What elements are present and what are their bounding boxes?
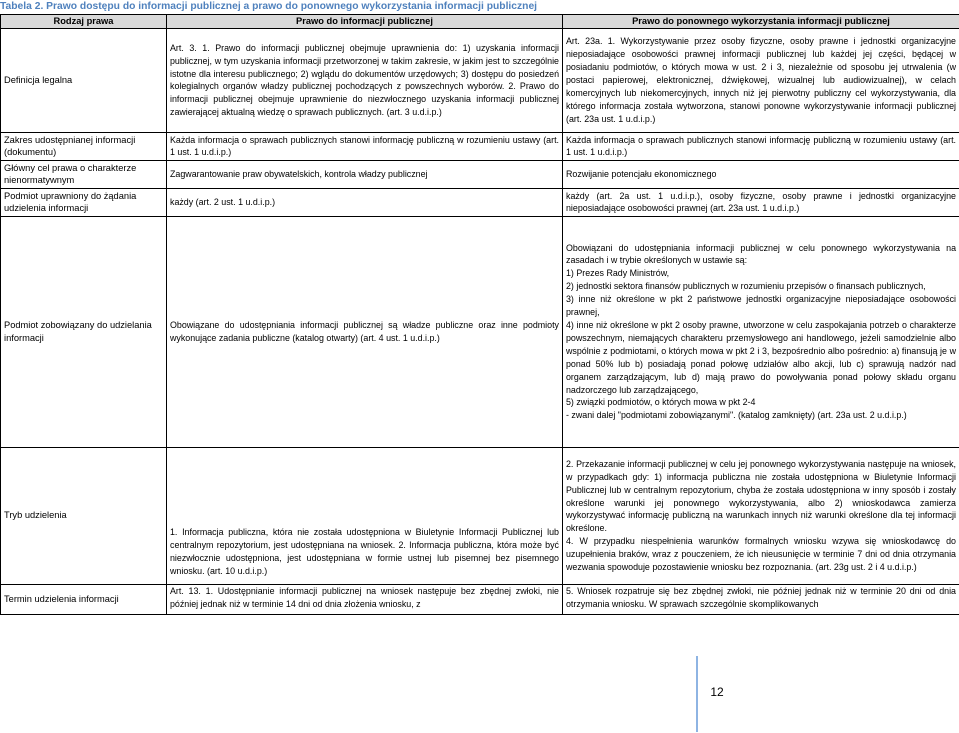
termin-col1: [167, 584, 563, 614]
row-label: Tryb udzielenia: [1, 447, 167, 584]
row-label: Podmiot uprawniony do żądania udzielenia informacji: [1, 188, 167, 216]
row-label: Główny cel prawa o charakterze nienormatywnym: [1, 160, 167, 188]
cel-col2: Rozwijanie potencjału ekonomicznego: [563, 160, 959, 188]
list-item: 4) inne niż określone w pkt 2 osoby prawne, utworzone w celu zaspokajania potrzeb o charakterze powszechnym, niemających charakteru przemysłowego ani handlowego, jeżeli samodzielnie albo wspólnie z podmiotami, o których mowa w pkt 2 i 3, bezpośrednio albo pośrednio: a) finansują je w ponad 50% lub b) posiadają ponad połowę udziałów albo akcji, lub c) sprawują nadzór nad organem zarządzającym, lub d) mają prawo do powoływania ponad połowy składu organu nadzorczego lub zarządzającego,: [566, 320, 956, 395]
zakres-col2: Każda informacja o sprawach publicznych stanowi informację publiczną w rozumieniu ustawy (art. 1 ust. 1 u.d.i.p.): [563, 132, 959, 160]
header-prawo-dostepu: Prawo do informacji publicznej: [167, 15, 563, 29]
list-item: 4. W przypadku niespełnienia warunków formalnych wniosku wzywa się wnioskodawcę do uzupełnienia braków, wraz z pouczeniem, że ich nieusunięcie w terminie 7 dni od dnia otrzymania wezwania spowoduje pozostawienie wniosku bez rozpoznania. (art. 23g ust. 2 i 4 u.d.i.p.): [566, 536, 956, 573]
list-item: 1) Prezes Rady Ministrów,: [566, 268, 670, 279]
list-item: 2. Przekazanie informacji publicznej w celu jej ponownego wykorzystywania następuje na wniosek, w przypadkach gdy: 1) informacja publiczna nie została udostępniona w Biuletynie Informacji Publicznej lub w centralnym repozytorium, chyba że została udostępniona w inny sposób i zostały określone warunki jej ponownego wykorzystywania, albo 2) wnioskodawca zamierza wykorzystywać informację publiczną na warunkach innych niż warunki określone dla tej informacji określone.: [566, 458, 956, 534]
row-podmiot-uprawniony: [1, 188, 959, 216]
row-cel: [1, 160, 959, 188]
podmiot-zobowiazany-col1: Obowiązane do udostępniania informacji publicznej są władze publiczne oraz inne podmioty wykonujące zadania publiczne (katalog otwarty) (art. 4 ust. 1 u.d.i.p.): [167, 216, 563, 447]
header-rodzaj: Rodzaj prawa: [1, 15, 167, 29]
header-row: [1, 15, 959, 29]
list-item: 5) związki podmiotów, o których mowa w pkt 2-4: [566, 397, 756, 408]
row-definicja: [1, 28, 959, 132]
podmiot-uprawniony-col1: każdy (art. 2 ust. 1 u.d.i.p.): [167, 188, 563, 216]
list-item: 3) inne niż określone w pkt 2 państwowe jednostki organizacyjne nieposiadające osobowości prawnej,: [566, 294, 956, 318]
row-podmiot-zobowiazany: [1, 216, 959, 447]
podmiot-zobowiazany-col2: [563, 216, 959, 447]
page-number: 12: [710, 685, 724, 699]
tryb-col2: [563, 447, 959, 584]
termin-col2: [563, 584, 959, 614]
list-item: 2) jednostki sektora finansów publicznych w rozumieniu przepisów o finansach publicznych,: [566, 281, 926, 292]
list-item: - zwani dalej "podmiotami zobowiązanymi". (katalog zamknięty) (art. 23a ust. 2 u.d.i.p.): [566, 410, 907, 421]
zakres-col1: Każda informacja o sprawach publicznych stanowi informację publiczną w rozumieniu ustawy (art. 1 ust. 1 u.d.i.p.): [167, 132, 563, 160]
row-label: Zakres udostępnianej informacji (dokumentu): [1, 132, 167, 160]
row-label: Podmiot zobowiązany do udzielania informacji: [1, 216, 167, 447]
cel-col1: Zagwarantowanie praw obywatelskich, kontrola władzy publicznej: [167, 160, 563, 188]
zobowiazani-intro: Obowiązani do udostępniania informacji publicznej w celu ponownego wykorzystywania na zasadach i w trybie określonych w ustawie są:: [566, 242, 956, 266]
row-termin: [1, 584, 959, 614]
table-caption: Tabela 2. Prawo dostępu do informacji publicznej a prawo do ponownego wykorzystania informacji publicznej: [0, 1, 538, 12]
definicja-col2: Art. 23a. 1. Wykorzystywanie przez osoby fizyczne, osoby prawne i jednostki organizacyjne nieposiadające osobowości prawnej informacji publicznej lub każdej jej części, będącej w posiadaniu podmiotów, o których mowa w ust. 2 i 3, niezależnie od sposobu jej utrwalenia (w postaci papierowej, elektronicznej, dźwiękowej, wizualnej lub audiowizualnej), w celach komercyjnych lub niekomercyjnych, innych niż jej pierwotny publiczny cel wykorzystywania, dla którego informacja została wytworzona, stanowi ponowne wykorzystywanie informacji publicznej (art. 23a ust. 1 u.d.i.p.): [563, 28, 959, 132]
row-label: Definicja legalna: [1, 28, 167, 132]
row-zakres: [1, 132, 959, 160]
termin-col2-text: 5. Wniosek rozpatruje się bez zbędnej zwłoki, nie później jednak niż w terminie 20 dni od dnia otrzymania wniosku. W sprawach szczególnie skomplikowanych: [566, 586, 956, 610]
row-tryb: [1, 447, 959, 584]
podmiot-uprawniony-col2: każdy (art. 2a ust. 1 u.d.i.p.), osoby fizyczne, osoby prawne i jednostki organizacyjne nieposiadające osobowości prawnej (art. 23a ust. 1 u.d.i.p.): [563, 188, 959, 216]
header-ponowne-wykorzystanie: Prawo do ponownego wykorzystania informacji publicznej: [563, 15, 959, 29]
tryb-col1: 1. Informacja publiczna, która nie została udostępniona w Biuletynie Informacji Publicznej lub centralnym repozytorium, jest udostępniana na wniosek. 2. Informacja publiczna, która może być niezwłocznie udostępniona, jest udostępniana w formie ustnej lub pisemnej bez pisemnego wniosku. (art. 10 u.d.i.p.): [167, 447, 563, 584]
comparison-table: [0, 14, 959, 615]
row-label: Termin udzielenia informacji: [1, 584, 167, 614]
definicja-col1: Art. 3. 1. Prawo do informacji publicznej obejmuje uprawnienia do: 1) uzyskania informacji publicznej, w tym uzyskania informacji przetworzonej w takim zakresie, w jakim jest to szczególnie istotne dla interesu publicznego; 2) wglądu do dokumentów urzędowych; 3) dostępu do posiedzeń kolegialnych organów władzy publicznej pochodzących z powszechnych wyborów. 2. Prawo do informacji publicznej obejmuje uprawnienie do niezwłocznego uzyskania informacji publicznej zawierającej aktualną wiedzę o sprawach publicznych. (art. 3 u.d.i.p.): [167, 28, 563, 132]
termin-col1-text: Art. 13. 1. Udostępnianie informacji publicznej na wniosek następuje bez zbędnej zwłoki, nie później jednak niż w terminie 14 dni od dnia złożenia wniosku, z: [170, 586, 559, 610]
